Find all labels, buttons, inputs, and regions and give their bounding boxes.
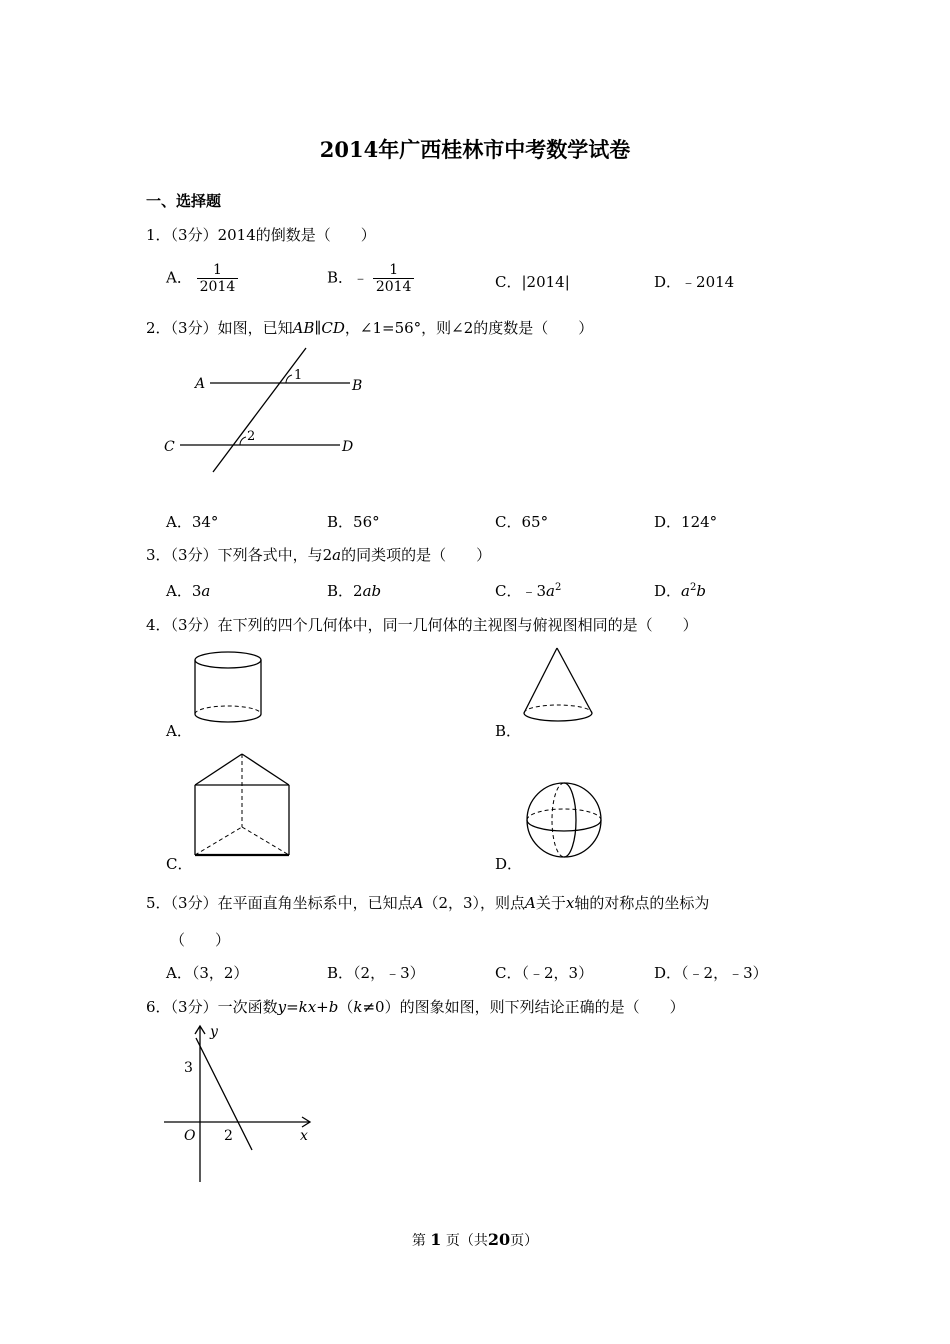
sphere-figure [524,780,604,860]
point-d-label: D [342,439,354,455]
q2-option-c: C．65° [495,513,549,531]
q3-option-a-label: A．3 [166,582,202,600]
q3-option-b-var: ab [362,582,382,600]
footer-text: 第 [411,1233,426,1249]
q5-option-d: D．（﹣2，﹣3） [654,964,768,982]
page-footer [0,1230,950,1250]
q6-stem-k: k [353,998,363,1016]
q3-option-d-label: D． [654,582,682,600]
q1-option-b-label: B． [327,268,354,287]
page-title: 2014年广西桂林市中考数学试卷 [319,137,631,162]
q4-option-c: C． [166,855,193,873]
q1-option-b-fraction [373,262,415,295]
question-5-stem-line-2: （ ） [170,931,231,949]
q3-option-a-var: a [201,582,211,600]
fraction-numerator: 1 [373,262,415,279]
point-a-label: A [195,376,206,392]
q2-stem-cd: CD [321,319,345,337]
q3-option-d-exponent: 2 [689,582,697,593]
origin-label: O [184,1128,196,1144]
q3-option-d-var: a [681,582,690,600]
point-b-label: B [352,378,363,394]
q2-stem-parallel: ∥ [314,319,322,337]
q5-stem-text: 5．（3分）在平面直角坐标系中，已知点 [146,894,413,912]
q1-option-b [327,262,414,295]
angle-1-arc [286,375,292,383]
fraction-denominator: 2014 [375,279,412,295]
x-axis-label: x [300,1128,308,1144]
triangular-prism-figure [190,751,294,861]
q6-stem-text-end: ≠0）的图象如图，则下列结论正确的是（ ） [362,998,685,1016]
q3-option-b-label: B．2 [327,582,363,600]
q3-stem-text: 3．（3分）下列各式中，与2 [146,546,333,564]
q4-option-a: A． [166,722,192,740]
fraction-denominator: 2014 [199,279,236,295]
question-1-stem: 1．（3分）2014的倒数是（ ） [146,226,376,244]
angle-2-label: 2 [247,429,256,444]
q3-option-c [495,580,561,601]
q3-option-d-var2: b [696,582,706,600]
point-c-label: C [164,439,175,455]
x-intercept-label: 2 [224,1128,233,1144]
q3-option-a [166,580,210,601]
total-page-count: 20 [487,1230,511,1249]
q5-stem-text-mid: （2，3），则点 [423,894,526,912]
q1-option-d: D．﹣2014 [654,273,735,291]
cone-figure [520,645,598,727]
q1-option-b-sign: ﹣ [353,268,369,287]
q2-stem-text: 2．（3分）如图，已知 [146,319,293,337]
q1-option-a [166,262,238,295]
current-page-number: 1 [430,1230,442,1249]
q3-option-c-label: C．﹣3 [495,582,547,600]
y-intercept-label: 3 [184,1060,193,1076]
q2-option-d: D．124° [654,513,718,531]
q4-option-b: B． [495,722,522,740]
y-axis-label: y [210,1024,218,1040]
q1-option-c: C．|2014| [495,273,570,291]
angle-2-arc [240,437,246,445]
section-heading: 一、选择题 [146,192,222,210]
question-6-stem [146,996,685,1017]
q2-stem-ab: AB [292,319,315,337]
q4-option-d: D． [495,855,523,873]
q5-stem-axis: x [565,894,575,912]
q3-option-c-var: a [546,582,555,600]
q6-stem-text-mid: （ [338,998,354,1016]
q6-linear-function-graph [160,1022,320,1187]
q6-stem-text: 6．（3分）一次函数 [146,998,278,1016]
question-5-stem [146,892,709,913]
q5-stem-point-2: A [525,894,536,912]
question-3-stem [146,544,491,565]
cylinder-figure [192,648,268,728]
question-2-stem [146,317,593,338]
question-4-stem: 4．（3分）在下列的四个几何体中，同一几何体的主视图与俯视图相同的是（ ） [146,616,698,634]
q5-option-b: B．（2，﹣3） [327,964,425,982]
fraction-numerator: 1 [197,262,239,279]
q2-option-a: A．34° [166,513,219,531]
q5-option-c: C．（﹣2，3） [495,964,594,982]
footer-text-mid: 页（共 [445,1233,488,1249]
q2-stem-text-end: ，∠1=56°，则∠2的度数是（ ） [344,319,594,337]
q3-option-c-exponent: 2 [554,582,562,593]
q3-stem-var: a [332,546,342,564]
q3-option-b [327,580,381,601]
q5-stem-text-mid2: 关于 [535,894,566,912]
angle-1-label: 1 [294,368,303,383]
q3-stem-text-end: 的同类项的是（ ） [341,546,492,564]
q5-option-a: A．（3，2） [166,964,249,982]
q5-stem-point: A [412,894,424,912]
footer-text-end: 页） [510,1233,539,1249]
q1-option-a-fraction [197,262,239,295]
q5-stem-text-end: 轴的对称点的坐标为 [574,894,710,912]
q2-option-b: B．56° [327,513,380,531]
q2-parallel-lines-figure [160,345,370,475]
q3-option-d [654,580,706,601]
q1-option-a-label: A． [166,268,192,287]
q6-stem-equation: y=kx+b [277,998,339,1016]
transversal-line [213,348,306,472]
